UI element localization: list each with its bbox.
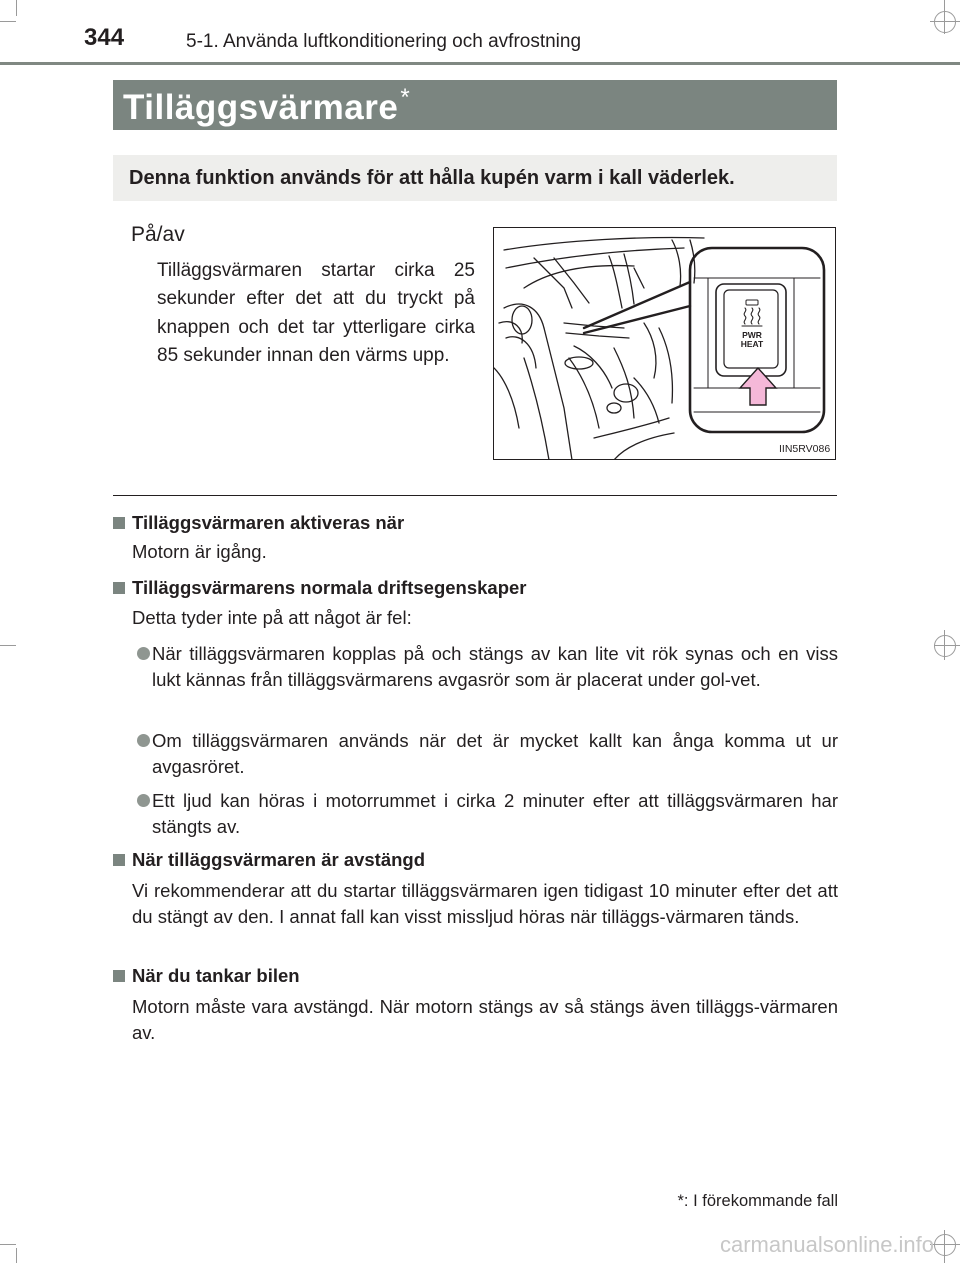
section-rule xyxy=(113,495,837,496)
square-bullet-icon xyxy=(113,517,125,529)
paragraph-refueling: Motorn måste vara avstängd. När motorn stängs av så stängs även tilläggs-värmaren av. xyxy=(132,996,838,1043)
watermark: carmanualsonline.info xyxy=(720,1232,935,1257)
dashboard-illustration xyxy=(493,227,836,460)
subheading-refueling xyxy=(113,965,300,987)
list-item xyxy=(132,641,838,692)
circle-bullet-icon xyxy=(137,734,150,747)
subheading-normal-operation xyxy=(113,577,527,599)
paragraph-normal-operation: Detta tyder inte på att något är fel: xyxy=(132,607,412,628)
page-number: 344 xyxy=(84,24,125,51)
figure-code: IIN5RV086 xyxy=(779,443,831,455)
button-label-heat: HEAT xyxy=(740,339,764,349)
circle-bullet-icon xyxy=(137,794,150,807)
title-asterisk: * xyxy=(400,84,411,111)
dashboard-line-drawing xyxy=(494,228,836,460)
footnote: *: I förekommande fall xyxy=(677,1192,838,1210)
chapter-title: 5-1. Använda luftkonditionering och avfrostning xyxy=(186,31,582,52)
subheading-text: Tilläggsvärmarens normala driftsegenskaper xyxy=(132,577,527,598)
on-off-description: Tilläggsvärmaren startar cirka 25 sekunder efter det att du tryckt på knappen och det tar ytterligare cirka 85 sekunder innan den värms upp. xyxy=(157,260,475,366)
section-title-text: Tilläggsvärmare xyxy=(123,88,399,127)
header-rule xyxy=(0,62,960,65)
button-label-pwr: PWR xyxy=(742,330,762,340)
circle-bullet-icon xyxy=(137,647,150,660)
subheading-text: När tilläggsvärmaren är avstängd xyxy=(132,849,426,870)
subheading-activation xyxy=(113,512,404,534)
press-arrow-icon xyxy=(740,368,776,405)
section-title-bar xyxy=(113,80,837,130)
list-item-text: Ett ljud kan höras i motorrummet i cirka 2 minuter efter att tilläggsvärmaren har stängts av. xyxy=(152,790,838,837)
list-item-text: När tilläggsvärmaren kopplas på och stängs av kan lite vit rök synas och en viss lukt kännas från tilläggsvärmarens avgasrör som är placerat under gol-vet. xyxy=(152,643,838,690)
square-bullet-icon xyxy=(113,582,125,594)
subheading-text: Tilläggsvärmaren aktiveras när xyxy=(132,512,405,533)
paragraph-activation: Motorn är igång. xyxy=(132,541,267,562)
square-bullet-icon xyxy=(113,970,125,982)
list-item xyxy=(132,728,838,779)
square-bullet-icon xyxy=(113,854,125,866)
list-item xyxy=(132,788,838,839)
intro-box xyxy=(113,155,837,201)
paragraph-switched-off: Vi rekommenderar att du startar tilläggsvärmaren igen tidigast 10 minuter efter det att du stängt av den. I annat fall kan visst missljud höras när tilläggs-värmaren tänds. xyxy=(132,880,838,927)
list-item-text: Om tilläggsvärmaren används när det är mycket kallt kan ånga komma ut ur avgasröret. xyxy=(152,730,838,777)
subheading-text: När du tankar bilen xyxy=(132,965,300,986)
subheading-switched-off xyxy=(113,849,425,871)
intro-text: Denna funktion används för att hålla kupén varm i kall väderlek. xyxy=(129,167,735,189)
on-off-heading: På/av xyxy=(131,223,185,246)
section-title xyxy=(123,84,410,128)
